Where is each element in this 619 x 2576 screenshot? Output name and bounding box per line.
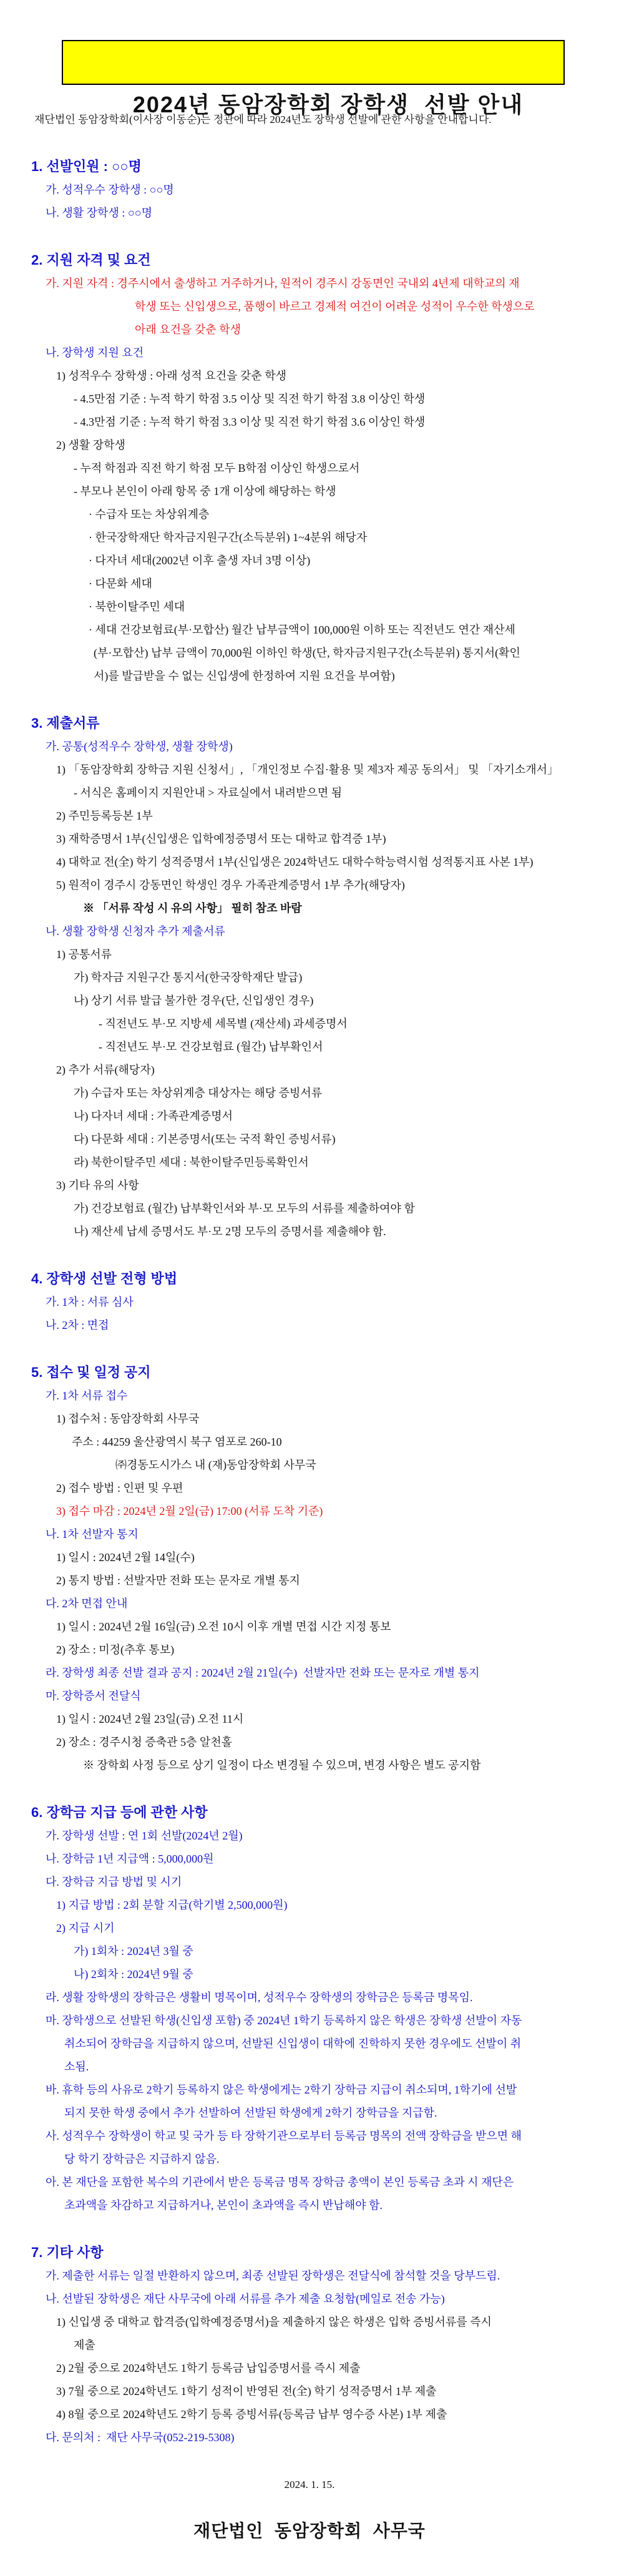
doc-line: 가. 장학생 선발 : 연 1회 선발(2024년 2월) [46, 1829, 243, 1842]
doc-line: · 북한이탈주민 세대 [89, 600, 185, 613]
section-heading: 4. 장학생 선발 전형 방법 [31, 1271, 178, 1286]
doc-line: 2) 주민등록등본 1부 [56, 810, 153, 822]
doc-line: 2) 장소 : 미정(추후 통보) [56, 1643, 175, 1656]
doc-line: 제출 [74, 2339, 95, 2351]
doc-line: ㈜경동도시가스 내 (재)동암장학회 사무국 [115, 1459, 316, 1471]
doc-line: 다) 다문화 세대 : 기본증명서(또는 국적 확인 증빙서류) [74, 1133, 336, 1145]
doc-line: - 4.5만점 기준 : 누적 학기 학점 3.5 이상 및 직전 학기 학점 3.8 이상인 학생 [74, 393, 426, 405]
doc-line: 학생 또는 신입생으로, 품행이 바르고 경제적 여건이 어려운 성적이 우수한 학생으로 [135, 300, 535, 313]
doc-line: 3) 7월 중으로 2024학년도 1학기 성적이 반영된 전(全) 학기 성적증명서 1부 제출 [56, 2385, 437, 2397]
doc-line: 다. 장학금 지급 방법 및 시기 [46, 1876, 182, 1888]
doc-line: 아래 요건을 갖춘 학생 [135, 323, 241, 336]
doc-line: 라. 장학생 최종 선발 결과 공지 : 2024년 2월 21일(수) 선발자만 전화 또는 문자로 개별 통지 [46, 1667, 480, 1679]
issuer-signature: 재단법인 동암장학회 사무국 [193, 2521, 426, 2540]
doc-line: 나) 상기 서류 발급 불가한 경우(단, 신입생인 경우) [74, 994, 314, 1007]
doc-line: 나) 2회차 : 2024년 9월 중 [74, 1968, 193, 1981]
doc-line: 나. 생활 장학생 : ○○명 [46, 207, 152, 219]
doc-line: 2) 통지 방법 : 선발자만 전화 또는 문자로 개별 통지 [56, 1574, 300, 1587]
doc-line: 2) 추가 서류(해당자) [56, 1064, 155, 1076]
doc-line: 1) 성적우수 장학생 : 아래 성적 요건을 갖춘 학생 [56, 370, 286, 382]
section-heading: 5. 접수 및 일정 공지 [31, 1364, 151, 1380]
doc-line: 나. 장학금 1년 지급액 : 5,000,000원 [46, 1853, 214, 1865]
doc-line: 나. 생활 장학생 신청자 추가 제출서류 [46, 925, 225, 938]
doc-line: · 다문화 세대 [89, 577, 152, 590]
doc-line: 나. 장학생 지원 요건 [46, 346, 144, 359]
doc-line: 아. 본 재단을 포함한 복수의 기관에서 받은 등록금 명목 장학금 총액이 본인 등록금 초과 시 재단은 [46, 2176, 514, 2188]
doc-line: ※ 장학회 사정 등으로 상기 일정이 다소 변경될 수 있으며, 변경 사항은 별도 공지함 [83, 1759, 481, 1771]
doc-line: 1) 지급 방법 : 2회 분할 지급(학기별 2,500,000원) [56, 1899, 288, 1911]
doc-line: · 수급자 또는 차상위계층 [89, 508, 210, 521]
doc-line: 가) 수급자 또는 차상위계층 대상자는 해당 증빙서류 [74, 1087, 323, 1099]
doc-line: · 한국장학재단 학자금지원구간(소득분위) 1~4분위 해당자 [89, 531, 368, 544]
doc-line: 서)를 발급받을 수 없는 신입생에 한정하여 지원 요건을 부여함) [94, 670, 395, 682]
doc-line: 1) 「동암장학회 장학금 지원 신청서」, 「개인정보 수집·활용 및 제3자 제공 동의서」 및 「자기소개서」 [56, 763, 559, 776]
doc-line: 1) 일시 : 2024년 2월 14일(수) [56, 1551, 195, 1564]
doc-line: 가. 1차 : 서류 심사 [46, 1296, 134, 1308]
doc-line: - 직전년도 부·모 건강보험료 (월간) 납부확인서 [99, 1041, 323, 1053]
section-heading: 2. 지원 자격 및 요건 [31, 252, 151, 268]
doc-line: 나. 1차 선발자 통지 [46, 1528, 139, 1540]
doc-line: 마. 장학생으로 선발된 학생(신입생 포함) 중 2024년 1학기 등록하지 않은 학생은 장학생 선발이 자동 [46, 2014, 522, 2027]
doc-line: 되지 못한 학생 중에서 추가 선발하여 선발된 학생에게 2학기 장학금을 지급함. [64, 2107, 437, 2119]
doc-line: 초과액을 차감하고 지급하거나, 본인이 초과액을 즉시 반납해야 함. [64, 2199, 383, 2211]
page-title: 2024년 동암장학회 장학생 선발 안내 [132, 92, 524, 117]
doc-line: 가. 공통(성적우수 장학생, 생활 장학생) [46, 740, 233, 753]
doc-line: 가) 건강보험료 (월간) 납부확인서와 부·모 모두의 서류를 제출하여야 함 [74, 1202, 415, 1215]
doc-line: 다. 2차 면접 안내 [46, 1597, 128, 1610]
doc-line: 3) 기타 유의 사항 [56, 1179, 139, 1192]
doc-line: 나. 2차 : 면접 [46, 1319, 109, 1331]
doc-line: 바. 휴학 등의 사유로 2학기 등록하지 않은 학생에게는 2학기 장학금 지급이 취소되며, 1학기에 선발 [46, 2084, 517, 2096]
doc-line: 2) 접수 방법 : 인편 및 우편 [56, 1482, 183, 1494]
doc-line: - 서식은 홈페이지 지원안내 > 자료실에서 내려받으면 됨 [74, 786, 343, 799]
doc-line: 당 학기 장학금은 지급하지 않음. [64, 2153, 220, 2165]
doc-line: 1) 일시 : 2024년 2월 16일(금) 오전 10시 이후 개별 면접 시간 지정 통보 [56, 1620, 391, 1633]
doc-line: 취소되어 장학금을 지급하지 않으며, 선발된 신입생이 대학에 진학하지 못한 경우에도 선발이 취 [64, 2037, 522, 2050]
doc-line: 가. 제출한 서류는 일절 반환하지 않으며, 최종 선발된 장학생은 전달식에 참석할 것을 당부드림. [46, 2270, 500, 2282]
doc-line: - 부모나 본인이 아래 항목 중 1개 이상에 해당하는 학생 [74, 485, 336, 497]
doc-line: 4) 8월 중으로 2024학년도 2학기 등록 증빙서류(등록금 납부 영수증 사본) 1부 제출 [56, 2408, 447, 2421]
section-heading: 3. 제출서류 [31, 715, 100, 731]
title-banner [62, 40, 565, 117]
doc-line: 1) 일시 : 2024년 2월 23일(금) 오전 11시 [56, 1713, 244, 1725]
doc-line: 라) 북한이탈주민 세대 : 북한이탈주민등록확인서 [74, 1156, 309, 1168]
doc-line: 2) 지급 시기 [56, 1922, 115, 1934]
doc-line: 3) 접수 마감 : 2024년 2월 2일(금) 17:00 (서류 도착 기준) [56, 1505, 323, 1517]
document-body [0, 155, 619, 2449]
doc-line: 3) 재학증명서 1부(신입생은 입학예정증명서 또는 대학교 합격증 1부) [56, 833, 386, 845]
doc-line: - 4.3만점 기준 : 누적 학기 학점 3.3 이상 및 직전 학기 학점 3.6 이상인 학생 [74, 416, 426, 428]
document-date: 2024. 1. 15. [284, 2479, 335, 2490]
doc-line: 가. 지원 자격 : 경주시에서 출생하고 거주하거나, 원적이 경주시 강동면인 국내외 4년제 대학교의 재 [46, 277, 520, 290]
doc-line: · 다자녀 세대(2002년 이후 출생 자녀 3명 이상) [89, 554, 311, 567]
doc-line: ※ 「서류 작성 시 유의 사항」 필히 참조 바람 [83, 902, 302, 914]
doc-line: 2) 생활 장학생 [56, 439, 125, 451]
doc-line: 2) 2월 중으로 2024학년도 1학기 등록금 납입증명서를 즉시 제출 [56, 2362, 361, 2374]
doc-line: 다. 문의처 : 재단 사무국(052-219-5308) [46, 2431, 235, 2444]
doc-line: 5) 원적이 경주시 강동면인 학생인 경우 가족관계증명서 1부 추가(해당자) [56, 879, 405, 891]
doc-line: 주소 : 44259 울산광역시 북구 염포로 260-10 [72, 1436, 282, 1448]
doc-line: (부·모합산) 납부 금액이 70,000원 이하인 학생(단, 학자금지원구간(소득분위) 통지서(확인 [94, 647, 520, 659]
section-heading: 6. 장학금 지급 등에 관한 사항 [31, 1805, 208, 1820]
doc-line: 1) 접수처 : 동암장학회 사무국 [56, 1413, 200, 1425]
doc-line: 가) 학자금 지원구간 통지서(한국장학재단 발급) [74, 971, 303, 984]
doc-line: · 세대 건강보험료(부·모합산) 월간 납부금액이 100,000원 이하 또는 직전년도 연간 재산세 [89, 624, 515, 636]
doc-line: 나) 다자녀 세대 : 가족관계증명서 [74, 1110, 233, 1122]
doc-line: 나) 재산세 납세 증명서도 부·모 2명 모두의 증명서를 제출해야 함. [74, 1225, 386, 1238]
doc-line: 1) 신입생 중 대학교 합격증(입학예정증명서)을 제출하지 않은 학생은 입학 증빙서류를 즉시 [56, 2316, 492, 2328]
doc-line: 1) 공통서류 [56, 948, 112, 961]
doc-line: 4) 대학교 전(全) 학기 성적증명서 1부(신입생은 2024학년도 대학수학능력시험 성적통지표 사본 1부) [56, 856, 534, 868]
doc-line: 2) 장소 : 경주시청 증축관 5층 알천홀 [56, 1736, 233, 1748]
doc-line: 가. 성적우수 장학생 : ○○명 [46, 184, 174, 196]
intro-text: 재단법인 동암장학회(이사장 이동순)는 정관에 따라 2024년도 장학생 선발에 관한 사항을 안내합니다. [34, 114, 492, 125]
doc-line: - 누적 학점과 직전 학기 학점 모두 B학점 이상인 학생으로서 [74, 462, 360, 474]
doc-line: 사. 성적우수 장학생이 학교 및 국가 등 타 장학기관으로부터 등록금 명목의 전액 장학금을 받으면 해 [46, 2130, 522, 2142]
doc-line: 소됨. [64, 2060, 89, 2073]
doc-line: 나. 선발된 장학생은 재단 사무국에 아래 서류를 추가 제출 요청함(메일로 전송 가능) [46, 2293, 445, 2305]
document-page [0, 40, 619, 2544]
doc-line: 가) 1회차 : 2024년 3월 중 [74, 1945, 193, 1957]
doc-line: 라. 생활 장학생의 장학금은 생활비 명목이며, 성적우수 장학생의 장학금은 등록금 명목임. [46, 1991, 473, 2004]
doc-line: 가. 1차 서류 접수 [46, 1389, 128, 1402]
doc-line: - 직전년도 부·모 지방세 세목별 (재산세) 과세증명서 [99, 1017, 348, 1030]
section-heading: 7. 기타 사항 [31, 2245, 104, 2260]
section-heading: 1. 선발인원 : ○○명 [31, 159, 142, 174]
doc-line: 마. 장학증서 전달식 [46, 1690, 141, 1702]
